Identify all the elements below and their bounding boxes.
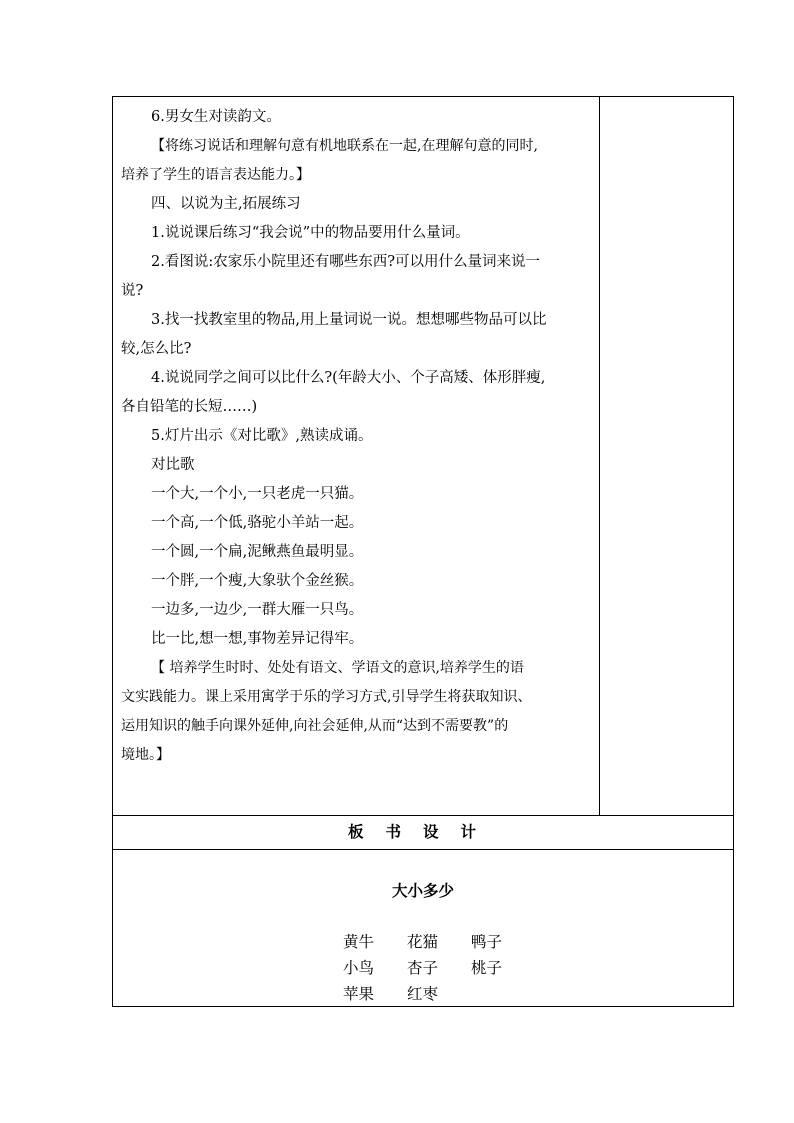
- board-title: 大小多少: [391, 882, 454, 900]
- note-2-cont: 文实践能力。课上采用寓学于乐的学习方式,引导学生将获取知识、: [121, 689, 532, 705]
- item-3: 3.找一找教室里的物品,用上量词说一说。想想哪些物品可以比: [151, 312, 547, 328]
- row-divider: [113, 849, 733, 850]
- note-2: 【 培养学生时时、处处有语文、学语文的意识,培养学生的语: [151, 660, 524, 676]
- step-6: 6.男女生对读韵文。: [151, 109, 281, 125]
- item-2: 2.看图说:农家乐小院里还有哪些东西?可以用什么量词来说一: [151, 254, 540, 270]
- poem-line: 一边多,一边少,一群大雁一只鸟。: [151, 602, 364, 618]
- item-2-cont: 说?: [121, 283, 144, 299]
- note-1-cont: 培养了学生的语言表达能力。】: [121, 167, 310, 183]
- word-row: [343, 955, 535, 981]
- word: 小鸟: [343, 959, 375, 977]
- note-2-cont: 境地。】: [121, 747, 170, 763]
- lesson-content: [113, 97, 599, 815]
- board-design-heading: 板书设计: [347, 823, 498, 841]
- column-divider: [599, 97, 600, 815]
- word: 杏子: [407, 959, 439, 977]
- board-words: [343, 929, 535, 1007]
- item-4: 4.说说同学之间可以比什么?(年龄大小、个子高矮、体形胖瘦,: [151, 370, 546, 386]
- word-row: [343, 981, 535, 1007]
- word: 鸭子: [471, 933, 503, 951]
- item-3-cont: 较,怎么比?: [121, 341, 192, 357]
- word-row: [343, 929, 535, 955]
- poem-line: 一个圆,一个扁,泥鳅燕鱼最明显。: [151, 544, 364, 560]
- poem-title: 对比歌: [151, 457, 195, 473]
- poem-line: 比一比,想一想,事物差异记得牢。: [151, 631, 364, 647]
- poem-line: 一个胖,一个瘦,大象驮个金丝猴。: [151, 573, 364, 589]
- word: 桃子: [471, 959, 503, 977]
- item-5: 5.灯片出示《对比歌》,熟读成诵。: [151, 428, 373, 444]
- section-heading: 四、以说为主,拓展练习: [151, 196, 301, 212]
- poem-line: 一个大,一个小,一只老虎一只猫。: [151, 486, 364, 502]
- word: 红枣: [407, 985, 439, 1003]
- note-2-cont: 运用知识的触手向课外延伸,向社会延伸,从而“达到不需要教”的: [121, 718, 509, 734]
- word: 苹果: [343, 985, 375, 1003]
- item-4-cont: 各自铅笔的长短……): [121, 399, 258, 415]
- word: 花猫: [407, 933, 439, 951]
- note-1: 【将练习说话和理解句意有机地联系在一起,在理解句意的同时,: [151, 138, 538, 154]
- lesson-table: [112, 96, 734, 1007]
- word: 黄牛: [343, 933, 375, 951]
- item-1: 1.说说课后练习“我会说”中的物品要用什么量词。: [151, 225, 470, 241]
- poem-line: 一个高,一个低,骆驼小羊站一起。: [151, 515, 364, 531]
